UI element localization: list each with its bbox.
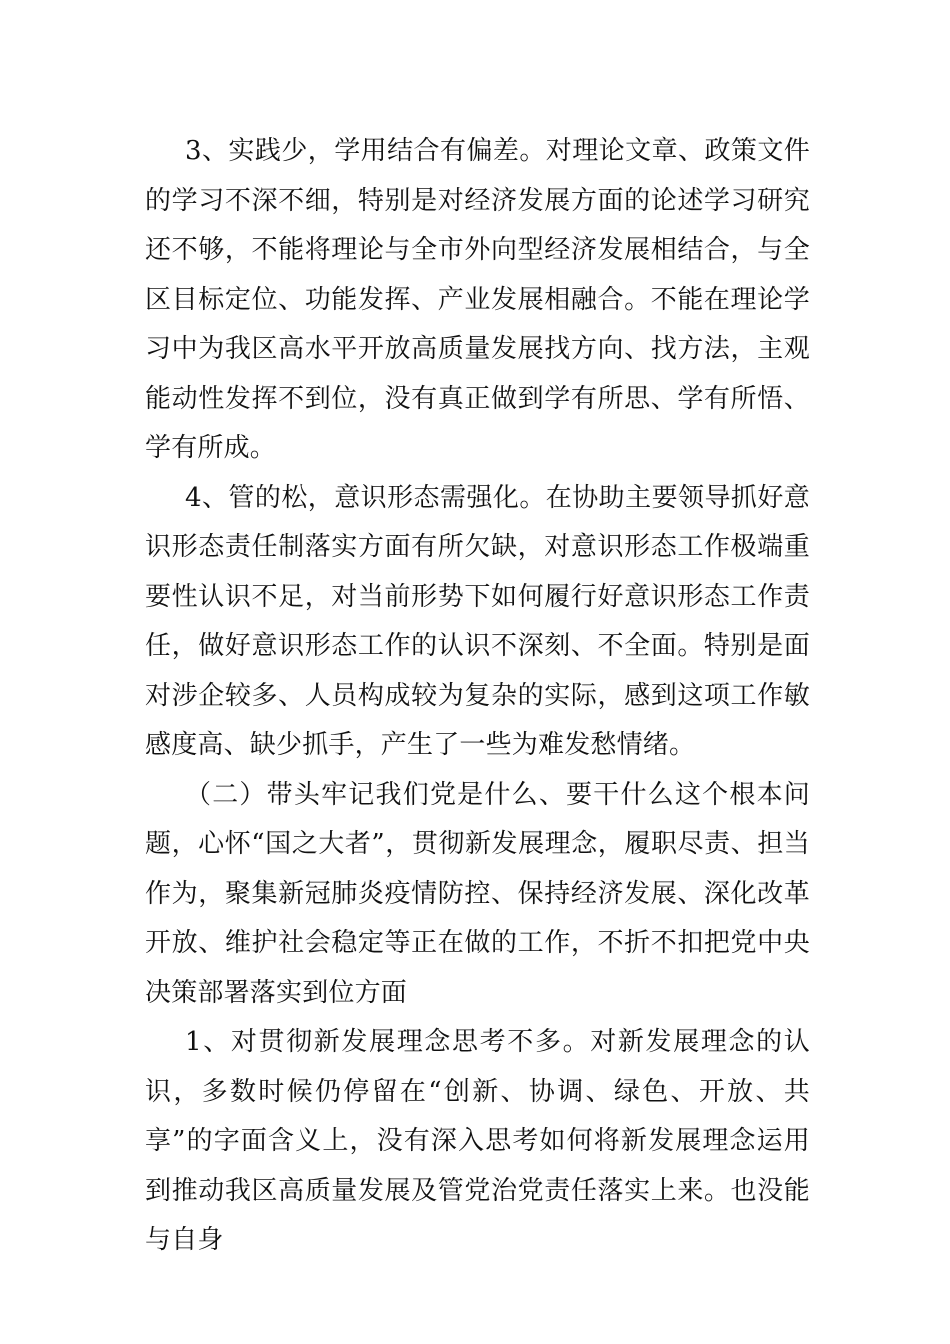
document-body [145,127,810,1266]
section-heading-2: （二）带头牢记我们党是什么、要干什么这个根本问题，心怀“国之大者”，贯彻新发展理念，履职尽责、担当作为，聚集新冠肺炎疫情防控、保持经济发展、深化改革开放、维护社会稳定等正在做的工作，不折不扣把党中央决策部署落实到位方面 [145,779,810,1008]
paragraph-item-4-ideology: 4、管的松，意识形态需强化。在协助主要领导抓好意识形态责任制落实方面有所欠缺，对意识形态工作极端重要性认识不足，对当前形势下如何履行好意识形态工作责任，做好意识形态工作的认识不深刻、不全面。特别是面对涉企较多、人员构成较为复杂的实际，感到这项工作敏感度高、缺少抓手，产生了一些为难发愁情绪。 [145,482,810,760]
paragraph-item-3-practice: 3、实践少，学用结合有偏差。对理论文章、政策文件的学习不深不细，特别是对经济发展方面的论述学习研究还不够，不能将理论与全市外向型经济发展相结合，与全区目标定位、功能发挥、产业发展相融合。不能在理论学习中为我区高水平开放高质量发展找方向、找方法，主观能动性发挥不到位，没有真正做到学有所思、学有所悟、学有所成。 [145,136,810,463]
paragraph-item-1-new-development: 1、对贯彻新发展理念思考不多。对新发展理念的认识，多数时候仍停留在“创新、协调、绿色、开放、共享”的字面含义上，没有深入思考如何将新发展理念运用到推动我区高质量发展及管党治党责任落实上来。也没能与自身 [145,1027,810,1255]
